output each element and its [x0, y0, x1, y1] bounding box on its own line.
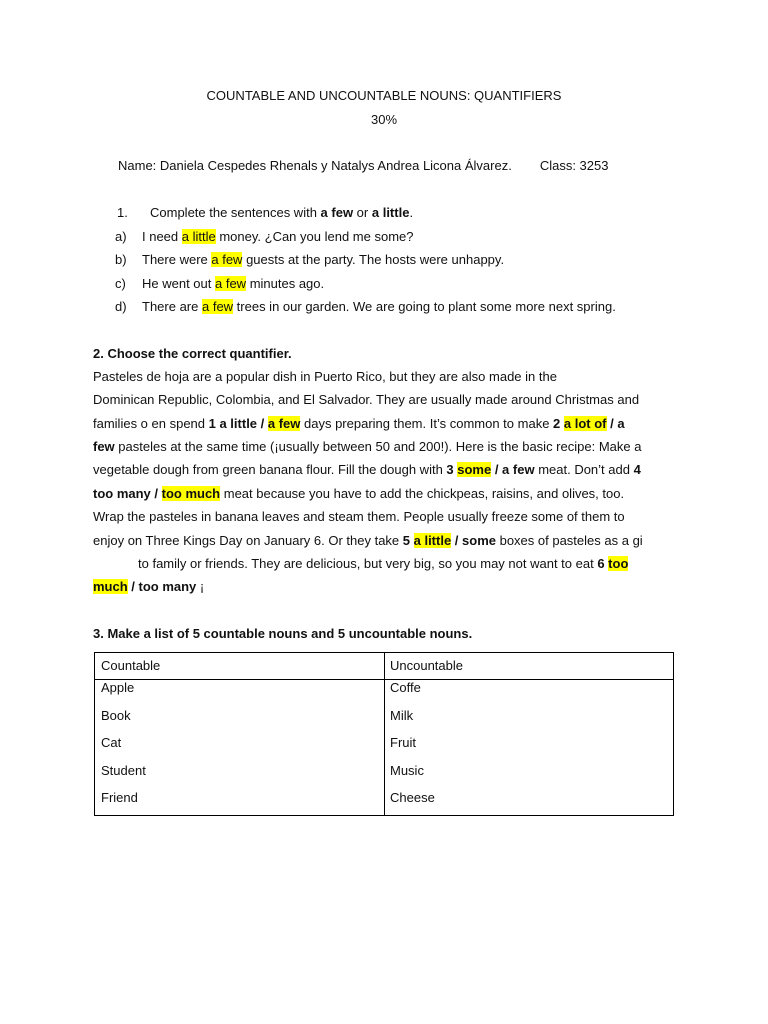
sentence-a — [142, 229, 413, 244]
paragraph-line — [93, 533, 643, 548]
highlighted-answer: a little — [413, 533, 452, 548]
item-letter: c) — [115, 276, 126, 291]
quantifier-number: 2 — [553, 416, 564, 431]
instruction-text: . — [409, 205, 414, 220]
sentence-b — [142, 252, 504, 267]
paragraph-text: pasteles at the same time (¡usually between 50 and 200!). Here is the basic recipe: Make a — [114, 439, 642, 454]
quantifier-number: 3 — [446, 462, 458, 477]
table-cell-countable: Friend — [101, 790, 138, 805]
table-cell-countable: Cat — [101, 735, 122, 750]
paragraph-text: boxes of pasteles as a gi — [495, 533, 643, 548]
student-name-line — [118, 158, 608, 173]
paragraph-text: ¡ — [196, 579, 205, 594]
highlighted-answer: a few — [201, 299, 234, 314]
table-divider — [95, 679, 673, 680]
quantifier-options: / too many — [127, 579, 197, 594]
paragraph-line — [93, 416, 625, 431]
table-cell-uncountable: Cheese — [390, 790, 435, 805]
sentence-text: trees in our garden. We are going to plant some more next spring. — [233, 299, 616, 314]
item-letter: a) — [115, 229, 127, 244]
paragraph-text: meat. Don’t add — [534, 462, 634, 477]
highlighted-answer: a lot of — [563, 416, 607, 431]
highlighted-answer: a few — [211, 252, 243, 267]
exercise-1-number: 1. — [117, 205, 128, 220]
sentence-text: There are — [142, 299, 202, 314]
instruction-text: or — [353, 205, 372, 220]
exercise-2-heading: 2. Choose the correct quantifier. — [93, 346, 292, 361]
paragraph-line — [93, 579, 204, 594]
column-header-uncountable: Uncountable — [390, 658, 463, 673]
quantifier-options: / a — [606, 416, 625, 431]
quantifier-number: 4 — [633, 462, 641, 477]
paragraph-line: Dominican Republic, Colombia, and El Salvador. They are usually made around Christmas and — [93, 392, 640, 407]
highlighted-answer: some — [457, 462, 492, 477]
paragraph-line: Pasteles de hoja are a popular dish in Puerto Rico, but they are also made in the — [93, 369, 557, 384]
quantifier-options: few — [93, 439, 115, 454]
quantifier-options: too many / — [93, 486, 162, 501]
score-percent: 30% — [370, 112, 398, 127]
table-cell-uncountable: Fruit — [390, 735, 416, 750]
class-number: Class: 3253 — [539, 158, 609, 173]
instruction-text: Complete the sentences with — [150, 205, 321, 220]
highlighted-answer: too much — [161, 486, 221, 501]
table-cell-countable: Book — [101, 708, 131, 723]
sentence-c — [142, 276, 324, 291]
paragraph-text: days preparing them. It’s common to make — [300, 416, 554, 431]
paragraph-text: meat because you have to add the chickpeas, raisins, and olives, too. — [220, 486, 625, 501]
nouns-table — [94, 652, 674, 816]
highlighted-answer: much — [93, 579, 128, 594]
item-letter: d) — [115, 299, 127, 314]
highlighted-answer: a little — [181, 229, 216, 244]
paragraph-text: families o en spend — [93, 416, 209, 431]
paragraph-line: Wrap the pasteles in banana leaves and steam them. People usually freeze some of them to — [93, 509, 625, 524]
paragraph-text: to family or friends. They are delicious, but very big, so you may not want to eat — [138, 556, 598, 571]
paragraph-line — [93, 462, 641, 477]
instruction-option-a-few: a few — [320, 205, 354, 220]
quantifier-number: 5 — [402, 533, 414, 548]
sentence-text: money. ¿Can you lend me some? — [215, 229, 414, 244]
paragraph-line — [138, 556, 628, 571]
item-letter: b) — [115, 252, 127, 267]
paragraph-line — [93, 439, 641, 454]
paragraph-text: enjoy on Three Kings Day on January 6. Or they take — [93, 533, 403, 548]
paragraph-text: vegetable dough from green banana flour. Fill the dough with — [93, 462, 447, 477]
table-cell-uncountable: Milk — [390, 708, 414, 723]
highlighted-answer: too — [608, 556, 629, 571]
paragraph-line — [93, 486, 624, 501]
table-cell-uncountable: Coffe — [390, 680, 421, 695]
quantifier-options: 1 a little / — [208, 416, 268, 431]
sentence-d — [142, 299, 616, 314]
page-title: COUNTABLE AND UNCOUNTABLE NOUNS: QUANTIFIERS — [206, 88, 562, 103]
sentence-text: minutes ago. — [246, 276, 325, 291]
highlighted-answer: a few — [267, 416, 301, 431]
sentence-text: There were — [142, 252, 212, 267]
table-divider — [384, 653, 385, 815]
table-cell-countable: Apple — [101, 680, 135, 695]
quantifier-options: / a few — [491, 462, 535, 477]
column-header-countable: Countable — [101, 658, 161, 673]
quantifier-number: 6 — [597, 556, 609, 571]
table-cell-countable: Student — [101, 763, 146, 778]
table-cell-uncountable: Music — [390, 763, 424, 778]
instruction-option-a-little: a little — [371, 205, 410, 220]
sentence-text: guests at the party. The hosts were unhappy. — [242, 252, 505, 267]
sentence-text: He went out — [142, 276, 215, 291]
student-names: Name: Daniela Cespedes Rhenals y Natalys Andrea Licona Álvarez. — [118, 158, 512, 173]
exercise-3-heading: 3. Make a list of 5 countable nouns and 5 uncountable nouns. — [93, 626, 473, 641]
quantifier-options: / some — [451, 533, 496, 548]
highlighted-answer: a few — [215, 276, 247, 291]
exercise-1-instruction — [150, 205, 413, 220]
sentence-text: I need — [142, 229, 182, 244]
